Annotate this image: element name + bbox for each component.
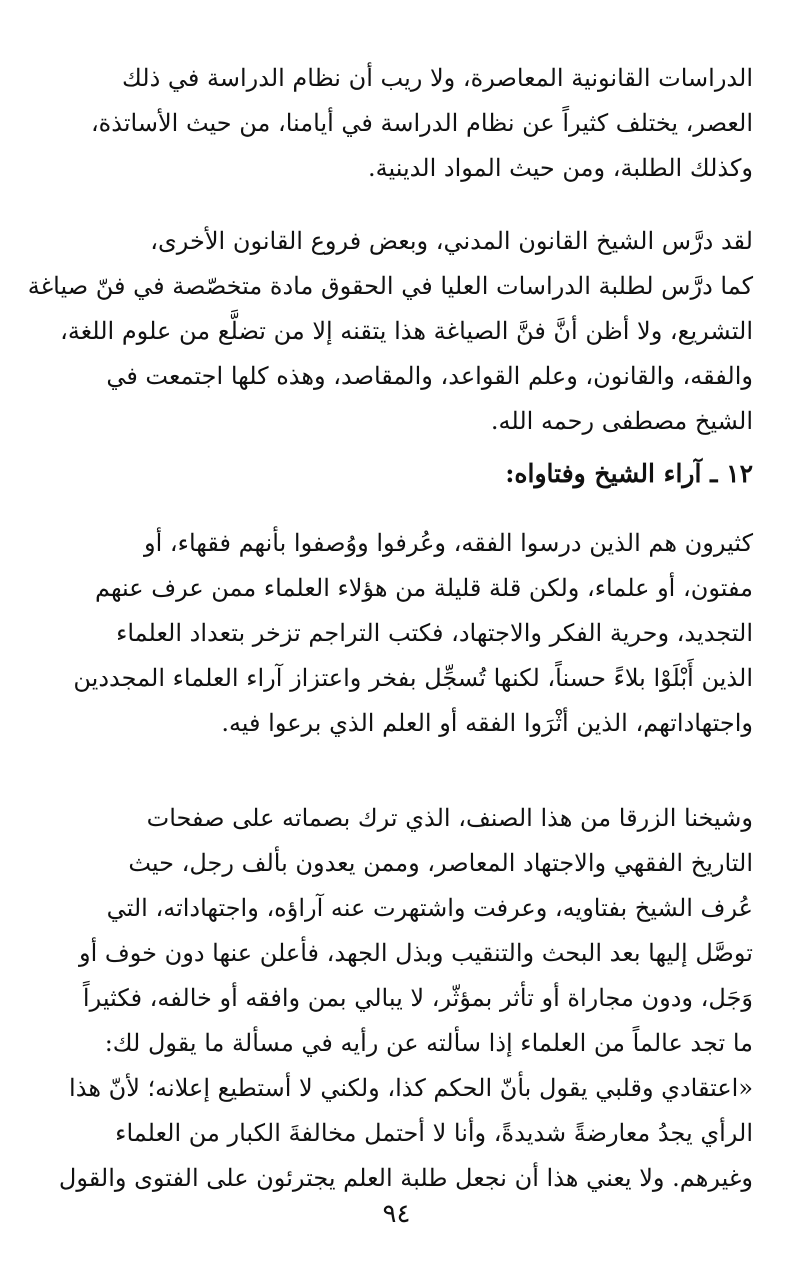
text-line: وغيرهم. ولا يعني هذا أن نجعل طلبة العلم يجترئون على الفتوى والقول xyxy=(58,1164,753,1192)
text-line: الشيخ مصطفى رحمه الله. xyxy=(490,407,753,435)
text-line: لقد درَّس الشيخ القانون المدني، وبعض فروع القانون الأخرى، xyxy=(150,227,753,255)
text-line: واجتهاداتهم، الذين أثْرَوا الفقه أو العلم الذي برعوا فيه. xyxy=(221,709,753,737)
paragraph-jurists xyxy=(40,521,753,746)
text-line: ما تجد عالماً من العلماء إذا سألته عن رأيه في مسألة ما يقول لك: xyxy=(104,1029,753,1057)
text-line: كثيرون هم الذين درسوا الفقه، وعُرفوا ووُصفوا بأنهم فقهاء، أو xyxy=(144,529,753,557)
text-line: الدراسات القانونية المعاصرة، ولا ريب أن نظام الدراسة في ذلك xyxy=(122,64,753,92)
text-line: عُرف الشيخ بفتاويه، وعرفت واشتهرت عنه آراؤه، واجتهاداته، التي xyxy=(106,894,753,922)
section-heading: ١٢ ـ آراء الشيخ وفتاواه: xyxy=(505,459,753,488)
page-number: ٩٤ xyxy=(382,1199,411,1229)
paragraph-zarqa xyxy=(40,796,753,1201)
text-line: العصر، يختلف كثيراً عن نظام الدراسة في أيامنا، من حيث الأساتذة، xyxy=(90,109,753,137)
paragraph-study-system xyxy=(40,56,753,191)
text-line: الذين أَبْلَوْا بلاءً حسناً، لكنها تُسجِّل بفخر واعتزاز آراء العلماء المجددين xyxy=(73,664,753,692)
text-line: التشريع، ولا أظن أنَّ فنَّ الصياغة هذا يتقنه إلا من تضلَّع من علوم اللغة، xyxy=(60,317,753,345)
text-line: وكذلك الطلبة، ومن حيث المواد الدينية. xyxy=(368,154,753,182)
text-line: والفقه، والقانون، وعلم القواعد، والمقاصد، وهذه كلها اجتمعت في xyxy=(106,362,753,390)
book-page xyxy=(27,56,753,1236)
text-line: «اعتقادي وقلبي يقول بأنّ الحكم كذا، ولكني لا أستطيع إعلانه؛ لأنّ هذا xyxy=(69,1074,753,1102)
text-line: وشيخنا الزرقا من هذا الصنف، الذي ترك بصماته على صفحات xyxy=(146,804,753,832)
text-line: التاريخ الفقهي والاجتهاد المعاصر، وممن يعدون بألف رجل، حيث xyxy=(128,849,753,877)
text-line: مفتون، أو علماء، ولكن قلة قليلة من هؤلاء العلماء ممن عرف عنهم xyxy=(94,574,753,602)
text-line: كما درَّس لطلبة الدراسات العليا في الحقوق مادة متخصّصة في فنّ صياغة xyxy=(27,272,753,300)
text-line: التجديد، وحرية الفكر والاجتهاد، فكتب التراجم تزخر بتعداد العلماء xyxy=(116,619,753,647)
text-line: وَجَل، ودون مجاراة أو تأثر بمؤثّر، لا يبالي بمن وافقه أو خالفه، فكثيراً xyxy=(82,984,753,1012)
text-line: الرأي يجدُ معارضةً شديدةً، وأنا لا أحتمل مخالفةَ الكبار من العلماء xyxy=(115,1119,753,1147)
text-line: توصَّل إليها بعد البحث والتنقيب وبذل الجهد، فأعلن عنها دون خوف أو xyxy=(78,939,753,967)
paragraph-teaching xyxy=(27,219,753,444)
